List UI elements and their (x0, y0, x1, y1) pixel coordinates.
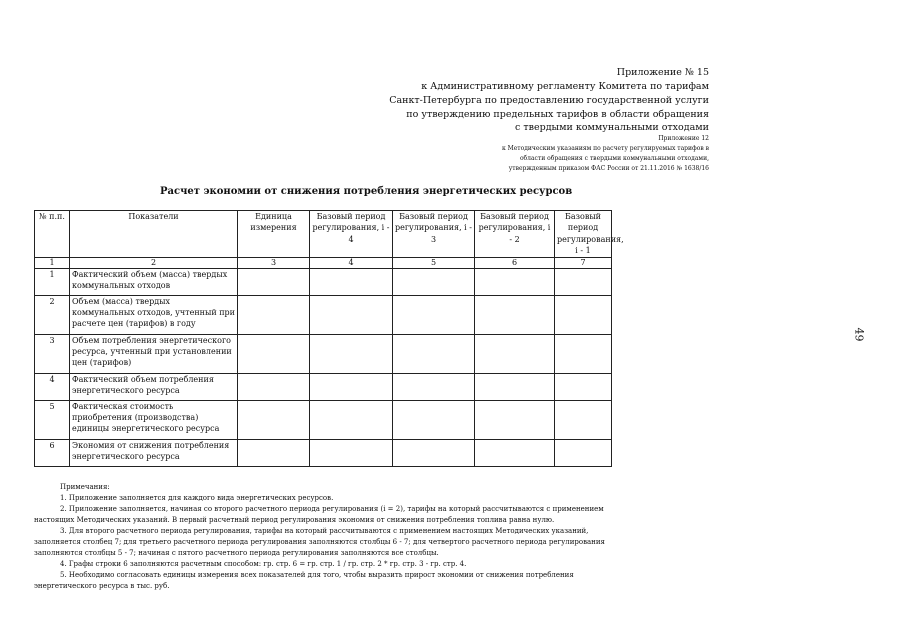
empty-cell (555, 334, 612, 373)
col-header: Базовый период регулирования, i - 3 (393, 211, 475, 258)
appendix-reference-line: с твердыми коммунальными отходами (515, 122, 709, 133)
empty-cell (393, 334, 475, 373)
appendix-reference-line: Санкт-Петербурга по предоставлению государственной услуги (389, 95, 709, 106)
table-header-row (35, 211, 612, 258)
indicator-cell: Фактическая стоимость приобретения (производства) единицы энергетического ресурса (70, 400, 238, 439)
empty-cell (475, 334, 555, 373)
empty-cell (393, 439, 475, 466)
col-header: Базовый период регулирования, i - 1 (555, 211, 612, 258)
empty-cell (238, 373, 310, 400)
row-number: 1 (35, 268, 70, 295)
table-row (35, 334, 612, 373)
empty-cell (475, 373, 555, 400)
column-number: 3 (238, 257, 310, 268)
row-number: 4 (35, 373, 70, 400)
sub-appendix-line: к Методическим указаниям по расчету регулируемых тарифов в (501, 145, 709, 152)
column-number: 4 (310, 257, 393, 268)
notes-caption: Примечания: (60, 483, 110, 491)
indicator-cell: Объем потребления энергетического ресурса, учтенный при установлении цен (тарифов) (70, 334, 238, 373)
col-header: Показатели (70, 211, 238, 258)
empty-cell (393, 400, 475, 439)
row-number: 6 (35, 439, 70, 466)
col-header: Единица измерения (238, 211, 310, 258)
empty-cell (555, 268, 612, 295)
document-title: Расчет экономии от снижения потребления энергетических ресурсов (160, 186, 573, 197)
empty-cell (475, 439, 555, 466)
column-number: 7 (555, 257, 612, 268)
note-item: 3. Для второго расчетного периода регулирования, тарифы на который рассчитываются с применением настоящих Методических указаний, заполняется столбец 7; для третьего расчетного периода регулирования заполняются столбцы 6 - 7; для четвертого расчетного периода регулирования заполняются столбцы 5 - 7; начиная с пятого расчетного периода регулирования заполняются все столбцы. (34, 527, 605, 557)
empty-cell (393, 373, 475, 400)
note-item: 1. Приложение заполняется для каждого вида энергетических ресурсов. (60, 494, 334, 502)
empty-cell (555, 295, 612, 334)
column-number: 1 (35, 257, 70, 268)
empty-cell (475, 268, 555, 295)
empty-cell (310, 268, 393, 295)
empty-cell (310, 334, 393, 373)
row-number: 2 (35, 295, 70, 334)
empty-cell (310, 439, 393, 466)
indicator-cell: Фактический объем потребления энергетического ресурса (70, 373, 238, 400)
empty-cell (393, 295, 475, 334)
indicator-cell: Экономия от снижения потребления энергетического ресурса (70, 439, 238, 466)
empty-cell (238, 400, 310, 439)
empty-cell (310, 400, 393, 439)
indicator-cell: Объем (масса) твердых коммунальных отходов, учтенный при расчете цен (тарифов) в году (70, 295, 238, 334)
empty-cell (393, 268, 475, 295)
col-header: Базовый период регулирования, i - 4 (310, 211, 393, 258)
empty-cell (555, 373, 612, 400)
empty-cell (310, 373, 393, 400)
table-row (35, 373, 612, 400)
col-header: № п.п. (35, 211, 70, 258)
empty-cell (310, 295, 393, 334)
note-item: 2. Приложение заполняется, начиная со второго расчетного периода регулирования (i = 2), тарифы на который рассчитываются с применением настоящих Методических указаний. В первый расчетный период регулирования экономия от снижения потребления топлива равна нулю. (34, 505, 604, 524)
appendix-reference-line: к Административному регламенту Комитета по тарифам (421, 81, 709, 92)
note-item: 4. Графы строки 6 заполняются расчетным способом: гр. стр. 6 = гр. стр. 1 / гр. стр. 2 * гр. стр. 3 - гр. стр. 4. (60, 560, 467, 568)
sub-appendix-line: области обращения с твердыми коммунальными отходами, (519, 155, 709, 162)
page-number: 49 (852, 327, 866, 342)
sub-appendix-line: Приложение 12 (658, 135, 709, 142)
note-item: 5. Необходимо согласовать единицы измерения всех показателей для того, чтобы выразить прирост экономии от снижения потребления энергетического ресурса в тыс. руб. (34, 571, 574, 590)
table-row (35, 439, 612, 466)
indicator-cell: Фактический объем (масса) твердых коммунальных отходов (70, 268, 238, 295)
row-number: 3 (35, 334, 70, 373)
empty-cell (238, 439, 310, 466)
appendix-title: Приложение № 15 (616, 67, 709, 78)
table-row (35, 268, 612, 295)
empty-cell (475, 400, 555, 439)
table-row (35, 400, 612, 439)
empty-cell (238, 334, 310, 373)
table-row (35, 295, 612, 334)
empty-cell (555, 439, 612, 466)
empty-cell (238, 268, 310, 295)
column-number: 2 (70, 257, 238, 268)
column-number: 6 (475, 257, 555, 268)
empty-cell (475, 295, 555, 334)
row-number: 5 (35, 400, 70, 439)
empty-cell (555, 400, 612, 439)
column-number: 5 (393, 257, 475, 268)
savings-table (34, 210, 624, 467)
sub-appendix-line: утвержденным приказом ФАС России от 21.11.2016 № 1638/16 (508, 165, 709, 172)
empty-cell (238, 295, 310, 334)
notes-section (34, 482, 634, 592)
col-header: Базовый период регулирования, i - 2 (475, 211, 555, 258)
column-number-row (35, 257, 612, 268)
appendix-reference-line: по утверждению предельных тарифов в области обращения (406, 109, 709, 120)
